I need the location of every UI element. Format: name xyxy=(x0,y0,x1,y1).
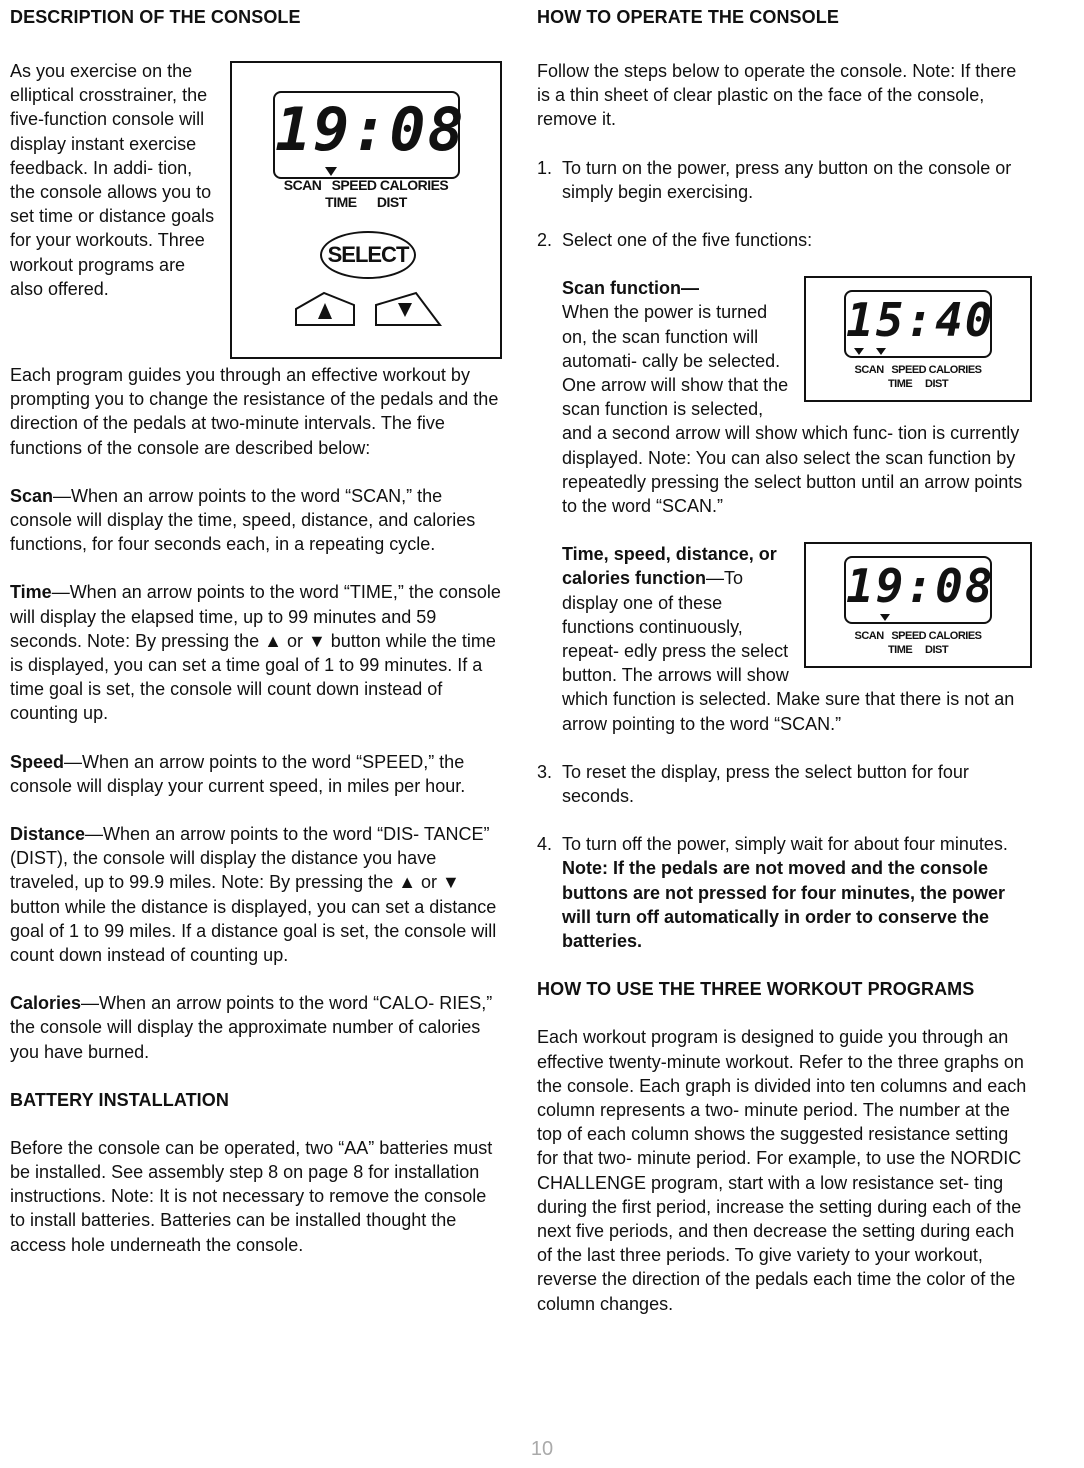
time-labels-row2: TIME DIST xyxy=(887,644,949,657)
console-display-digits: 19:08 xyxy=(275,95,466,165)
programs-heading: HOW TO USE THE THREE WORKOUT PROGRAMS xyxy=(537,979,975,1000)
time-arrow-icon xyxy=(325,167,337,176)
intro-rest-text: Each program guides you through an effective workout by prompting you to change the resistance of the pedals and the direction of the pedals at two-minute intervals. The five functions of the console are described below: xyxy=(10,365,499,458)
operate-intro: Follow the steps below to operate the console. Note: If there is a thin sheet of clear plastic on the face of the console, remove it. xyxy=(537,61,1017,130)
down-arrow-icon xyxy=(398,303,412,317)
scan-term: Scan xyxy=(10,485,54,506)
time-term: Time xyxy=(10,582,52,603)
up-button[interactable] xyxy=(294,291,356,327)
scan-display-digits: 15:40 xyxy=(846,293,995,348)
programs-text: Each workout program is designed to guide you through an effective twenty-minute workout. Refer to the three graphs on the console. Each graph is divided into ten columns and each column represents a two- minute period. The number at the top of each column shows the suggested resistance setting for that two- minute period. For example, to use the NORDIC CHALLENGE program, start with a low resistance set- ting during the first period, increase the setting during each of the next five periods, and then decrease the setting during each of the last three periods. To give variety to your workout, reverse the direction of the pedals each time the color of the column changes. xyxy=(537,1027,1027,1314)
right-column xyxy=(537,0,1032,1316)
tsdc-function-text: Time, speed, distance, or calories function—To display one of these functions continuously, repeat- edly press the select button. The arrows will show which function is selected. Make sure that there is not an arrow pointing to the word “SCAN.” xyxy=(562,544,1015,734)
tsdc-function-block xyxy=(537,542,1032,736)
speed-description: Speed—When an arrow points to the word “SPEED,” the console will display your current speed, in miles per hour. xyxy=(10,751,466,796)
scan-labels-row2: TIME DIST xyxy=(887,378,949,391)
console-labels-row2: TIME DIST xyxy=(325,194,407,210)
calories-term: Calories xyxy=(10,993,82,1014)
up-arrow-icon xyxy=(318,303,332,319)
distance-term: Distance xyxy=(10,824,86,845)
step-1: 1. To turn on the power, press any button on the console or simply begin exercising. xyxy=(537,157,1012,202)
step-3: 3. To reset the display, press the select button for four seconds. xyxy=(537,761,969,807)
time-lcd xyxy=(844,556,995,624)
scan-lcd xyxy=(844,290,995,358)
left-column xyxy=(10,0,502,1257)
battery-heading: BATTERY INSTALLATION xyxy=(10,1089,229,1110)
scan-labels-row1: SCAN SPEED CALORIES xyxy=(854,364,982,377)
calories-description: Calories—When an arrow points to the word “CALO- RIES,” the console will display the approximate number of calories you have burned. xyxy=(10,993,493,1062)
time-display-digits: 19:08 xyxy=(846,559,995,614)
step-2: 2. Select one of the five functions: xyxy=(537,230,813,251)
intro-wrapped-text: As you exercise on the elliptical crosstrainer, the five-function console will display instant exercise feedback. In addi- tion, the console allows you to set time or distance goals for your workouts. Three workout programs are also offered. xyxy=(10,61,215,299)
operate-heading: HOW TO OPERATE THE CONSOLE xyxy=(537,7,839,27)
time-display-figure xyxy=(804,542,1032,668)
description-heading: DESCRIPTION OF THE CONSOLE xyxy=(10,7,301,27)
battery-text: Before the console can be operated, two “AA” batteries must be installed. See assembly step 8 on page 8 for installation instructions. Note: It is not necessary to remove the console to install batteries. Batteries can be installed thought the access hole underneath the console. xyxy=(10,1137,493,1255)
scan-function-block xyxy=(537,276,1032,518)
time-description: Time—When an arrow points to the word “TIME,” the console will display the elapsed time, up to 99 minutes and 59 seconds. Note: By pressing the ▲ or ▼ button while the time is displayed, you can set a time goal of 1 to 99 minutes. If a time goal is set, the console will count down instead of counting up. xyxy=(10,582,501,724)
time-arrow-icon xyxy=(876,348,886,355)
scan-display-figure xyxy=(804,276,1032,402)
scan-function-text: Scan function— When the power is turned on, the scan function will automati- cally be selected. One arrow will show that the scan function is selected, and a second arrow will show which func- tion is currently displayed. Note: You can also select the scan function by repeatedly pressing the select button until an arrow points to the word “SCAN.” xyxy=(562,278,1023,517)
scan-function-title: Scan function— xyxy=(562,278,700,299)
scan-description: Scan—When an arrow points to the word “SCAN,” the console will display the time, speed, distance, and calories functions, for four seconds each, in a repeating cycle. xyxy=(10,485,476,555)
console-labels-row1: SCAN SPEED CALORIES xyxy=(283,177,449,193)
distance-description: Distance—When an arrow points to the word “DIS- TANCE” (DIST), the console will display the distance you have traveled, up to 99.9 miles. Note: By pressing the ▲ or ▼ button while the distance is displayed, you can set a distance goal of 1 to 99 miles. If a distance goal is set, the console will count down instead of counting up. xyxy=(10,824,497,966)
down-button[interactable] xyxy=(374,291,442,327)
select-button[interactable]: SELECT xyxy=(320,231,416,279)
tsdc-function-title: Time, speed, distance, or calories function xyxy=(562,544,777,589)
time-arrow-icon xyxy=(880,614,890,621)
time-labels-row1: SCAN SPEED CALORIES xyxy=(854,630,982,643)
speed-term: Speed xyxy=(10,751,65,772)
scan-arrow-icon xyxy=(854,348,864,355)
page-number: 10 xyxy=(530,1438,554,1460)
console-lcd xyxy=(273,91,466,179)
console-figure xyxy=(230,61,502,359)
step-4: 4. To turn off the power, simply wait for about four minutes. Note: If the pedals are not moved and the console buttons are not pressed for four minutes, the power will turn off automatically in order to conserve the batteries. xyxy=(537,834,1008,952)
